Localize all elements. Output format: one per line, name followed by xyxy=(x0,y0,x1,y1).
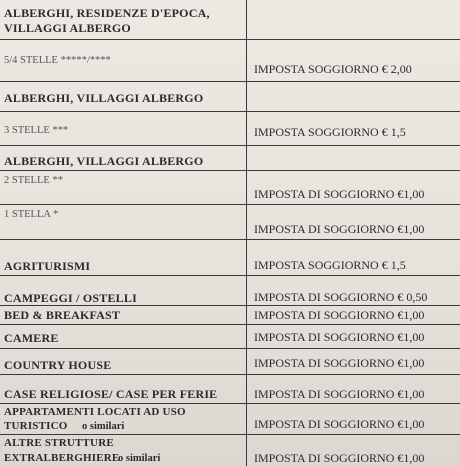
tax-value: IMPOSTA DI SOGGIORNO €1,00 xyxy=(254,187,425,201)
category-label: COUNTRY HOUSE xyxy=(4,358,112,372)
column-divider xyxy=(246,435,247,466)
table-row xyxy=(0,435,460,466)
column-divider xyxy=(246,404,247,434)
column-divider xyxy=(246,112,247,145)
category-label: CAMPEGGI / OSTELLI xyxy=(4,291,137,305)
category-line1: ALBERGHI, RESIDENZE D'EPOCA, xyxy=(4,6,210,20)
category-line2: EXTRALBERGHIERE xyxy=(4,452,120,464)
category-suffix: o similari xyxy=(82,421,125,432)
table-row xyxy=(0,240,460,276)
category-label: 5/4 STELLE *****/**** xyxy=(4,55,111,66)
category-line2: VILLAGGI ALBERGO xyxy=(4,21,131,35)
column-divider xyxy=(246,146,247,170)
category-suffix: o similari xyxy=(118,453,161,464)
table-row xyxy=(0,82,460,112)
category-label: 1 STELLA * xyxy=(4,209,59,220)
column-divider xyxy=(246,306,247,324)
table-row xyxy=(0,205,460,240)
tax-value: IMPOSTA DI SOGGIORNO €1,00 xyxy=(254,387,425,401)
tax-value: IMPOSTA DI SOGGIORNO €1,00 xyxy=(254,356,425,370)
column-divider xyxy=(246,349,247,374)
table-row xyxy=(0,171,460,205)
table-row xyxy=(0,404,460,435)
tax-value: IMPOSTA DI SOGGIORNO €1,00 xyxy=(254,222,425,236)
category-label: 2 STELLE ** xyxy=(4,175,63,186)
tax-value: IMPOSTA DI SOGGIORNO €1,00 xyxy=(254,417,425,431)
tax-value: IMPOSTA DI SOGGIORNO €1,00 xyxy=(254,451,425,465)
table-row xyxy=(0,375,460,404)
table-row xyxy=(0,349,460,375)
tax-value: IMPOSTA DI SOGGIORNO €1,00 xyxy=(254,308,425,322)
category-label: CAMERE xyxy=(4,331,59,345)
table-row xyxy=(0,0,460,40)
column-divider xyxy=(246,276,247,305)
table-row xyxy=(0,112,460,146)
table-row xyxy=(0,276,460,306)
column-divider xyxy=(246,171,247,204)
table-row xyxy=(0,146,460,171)
category-label: CASE RELIGIOSE/ CASE PER FERIE xyxy=(4,387,218,401)
tax-value: IMPOSTA SOGGIORNO € 1,5 xyxy=(254,258,406,272)
table-row xyxy=(0,306,460,325)
category-label: ALBERGHI, VILLAGGI ALBERGO xyxy=(4,91,204,105)
column-divider xyxy=(246,40,247,81)
category-label: 3 STELLE *** xyxy=(4,125,69,136)
tax-value: IMPOSTA SOGGIORNO € 2,00 xyxy=(254,62,412,76)
column-divider xyxy=(246,375,247,403)
tax-value: IMPOSTA DI SOGGIORNO €1,00 xyxy=(254,330,425,344)
table-row xyxy=(0,325,460,349)
column-divider xyxy=(246,325,247,348)
category-line1: ALTRE STRUTTURE xyxy=(4,437,114,449)
tax-value: IMPOSTA SOGGIORNO € 1,5 xyxy=(254,125,406,139)
category-label: BED & BREAKFAST xyxy=(4,308,121,322)
column-divider xyxy=(246,240,247,275)
table-row xyxy=(0,40,460,82)
category-label: AGRITURISMI xyxy=(4,259,91,273)
column-divider xyxy=(246,205,247,239)
category-line1: APPARTAMENTI LOCATI AD USO xyxy=(4,406,186,418)
column-divider xyxy=(246,82,247,111)
tax-value: IMPOSTA DI SOGGIORNO € 0,50 xyxy=(254,290,428,304)
category-label: ALBERGHI, VILLAGGI ALBERGO xyxy=(4,154,204,168)
category-line2: TURISTICO xyxy=(4,420,68,432)
column-divider xyxy=(246,0,247,39)
